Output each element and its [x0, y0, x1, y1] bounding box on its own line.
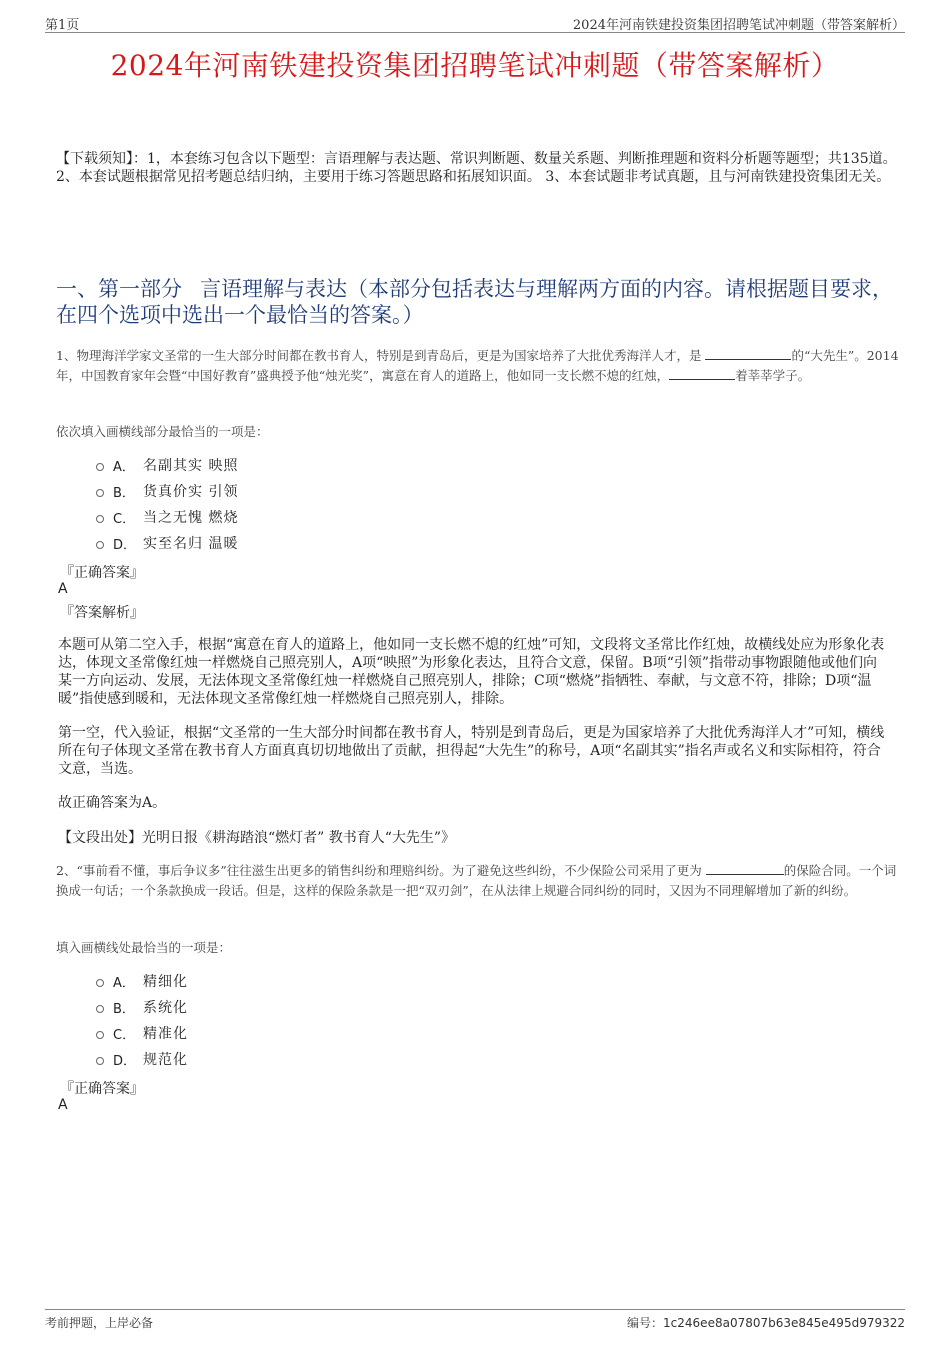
question-2-stem — [56, 861, 901, 901]
section-desc: 言语理解与表达（本部分包括表达与理解两方面的内容。请根据题目要求，在四个选项中选出一个最恰当的答案。） — [56, 277, 893, 327]
question-1-text-b: 的“大先生”。2014年，中国教育家年会暨“中国好教育”盛典授予他“烛光奖”，寓意在育人的道路上，他如同一支长燃不熄的红烛， — [56, 348, 899, 383]
question-1-stem — [56, 346, 901, 386]
question-2-options — [96, 968, 188, 1072]
radio-icon[interactable] — [96, 979, 104, 987]
header-doc-name: 2024年河南铁建投资集团招聘笔试冲刺题（带答案解析） — [572, 18, 905, 33]
option-c[interactable]: C． 精准化 — [96, 1020, 188, 1046]
question-1-options — [96, 452, 238, 556]
answer-label: 『正确答案』 — [60, 565, 144, 581]
fill-blank-1 — [705, 347, 791, 360]
download-notice: 【下载须知】：1，本套练习包含以下题型：言语理解与表达题、常识判断题、数量关系题、判断推理题和资料分析题等题型；共135道。 2、本套试题根据常见招考题总结归纳，主要用于练习答题思路和拓展知识面。 3、本套试题非考试真题，且与河南铁建投资集团无关。 — [56, 151, 897, 185]
fill-blank-2 — [669, 367, 735, 380]
footer-code — [627, 1314, 905, 1331]
text-source: 【文段出处】光明日报《耕海踏浪“燃灯者” 教书育人“大先生”》 — [58, 830, 456, 846]
option-d[interactable]: D． 实至名归 温暖 — [96, 530, 238, 556]
radio-icon[interactable] — [96, 1005, 104, 1013]
question-1-instruction: 依次填入画横线部分最恰当的一项是： — [56, 424, 269, 439]
radio-icon[interactable] — [96, 1031, 104, 1039]
correct-answer: A — [58, 1097, 68, 1113]
analysis-label: 『答案解析』 — [60, 605, 144, 621]
radio-icon[interactable] — [96, 515, 104, 523]
analysis-paragraph-2: 第一空，代入验证，根据“文圣常的一生大部分时间都在教书育人，特别是到青岛后，更是为国家培养了大批优秀海洋人才”可知，横线所在句子体现文圣常在教书育人方面真真切切地做出了贡献，担得起“大先生”的称号，A项“名副其实”指名声或名义和实际相符，符合文意，当选。 — [58, 725, 885, 777]
question-1-text-c: 着莘莘学子。 — [735, 368, 811, 383]
page-footer — [45, 1309, 905, 1330]
page-header — [45, 14, 905, 33]
radio-icon[interactable] — [96, 463, 104, 471]
correct-answer: A — [58, 581, 68, 597]
question-2-instruction: 填入画横线处最恰当的一项是： — [56, 940, 232, 955]
code-label: 编号： — [627, 1316, 664, 1330]
document-title: 2024年河南铁建投资集团招聘笔试冲刺题（带答案解析） — [110, 49, 840, 82]
fill-blank-3 — [706, 862, 784, 875]
radio-icon[interactable] — [96, 489, 104, 497]
question-2-text-b: 的保险合同。一个词换成一句话；一个条款换成一段话。但是，这样的保险条款是一把“双刃剑”，在从法律上规避合同纠纷的同时，又因为不同理解增加了新的纠纷。 — [56, 863, 897, 898]
code-value: 1c246ee8a07807b63e845e495d979322 — [663, 1316, 905, 1330]
option-a[interactable]: A． 名副其实 映照 — [96, 452, 238, 478]
radio-icon[interactable] — [96, 541, 104, 549]
option-c[interactable]: C． 当之无愧 燃烧 — [96, 504, 238, 530]
question-1-text-a: 1、物理海洋学家文圣常的一生大部分时间都在教书育人，特别是到青岛后，更是为国家培养了大批优秀海洋人才，是 — [56, 348, 706, 363]
section-title — [56, 276, 901, 328]
answer-label: 『正确答案』 — [60, 1081, 144, 1097]
page-number: 第1页 — [45, 18, 80, 33]
analysis-conclusion: 故正确答案为A。 — [58, 795, 167, 811]
footer-slogan: 考前押题，上岸必备 — [45, 1316, 154, 1330]
option-b[interactable]: B． 货真价实 引领 — [96, 478, 238, 504]
analysis-paragraph-1: 本题可从第二空入手，根据“寓意在育人的道路上，他如同一支长燃不熄的红烛”可知，文段将文圣常比作红烛，故横线处应为形象化表达，体现文圣常像红烛一样燃烧自己照亮别人，A项“映照”为形象化表达，且符合文意，保留。B项“引领”指带动事物跟随他或他们向某一方向运动、发展，无法体现文圣常像红烛一样燃烧自己照亮别人，排除；C项“燃烧”指牺牲、奉献，与文意不符，排除；D项“温暖”指使感到暖和，无法体现文圣常像红烛一样燃烧自己照亮别人，排除。 — [58, 637, 885, 707]
option-b[interactable]: B． 系统化 — [96, 994, 188, 1020]
section-part: 一、第一部分 — [56, 277, 182, 301]
question-2-text-a: 2、“事前看不懂，事后争议多”往往滋生出更多的销售纠纷和理赔纠纷。为了避免这些纠纷，不少保险公司采用了更为 — [56, 863, 706, 878]
option-a[interactable]: A． 精细化 — [96, 968, 188, 994]
option-d[interactable]: D． 规范化 — [96, 1046, 188, 1072]
radio-icon[interactable] — [96, 1057, 104, 1065]
